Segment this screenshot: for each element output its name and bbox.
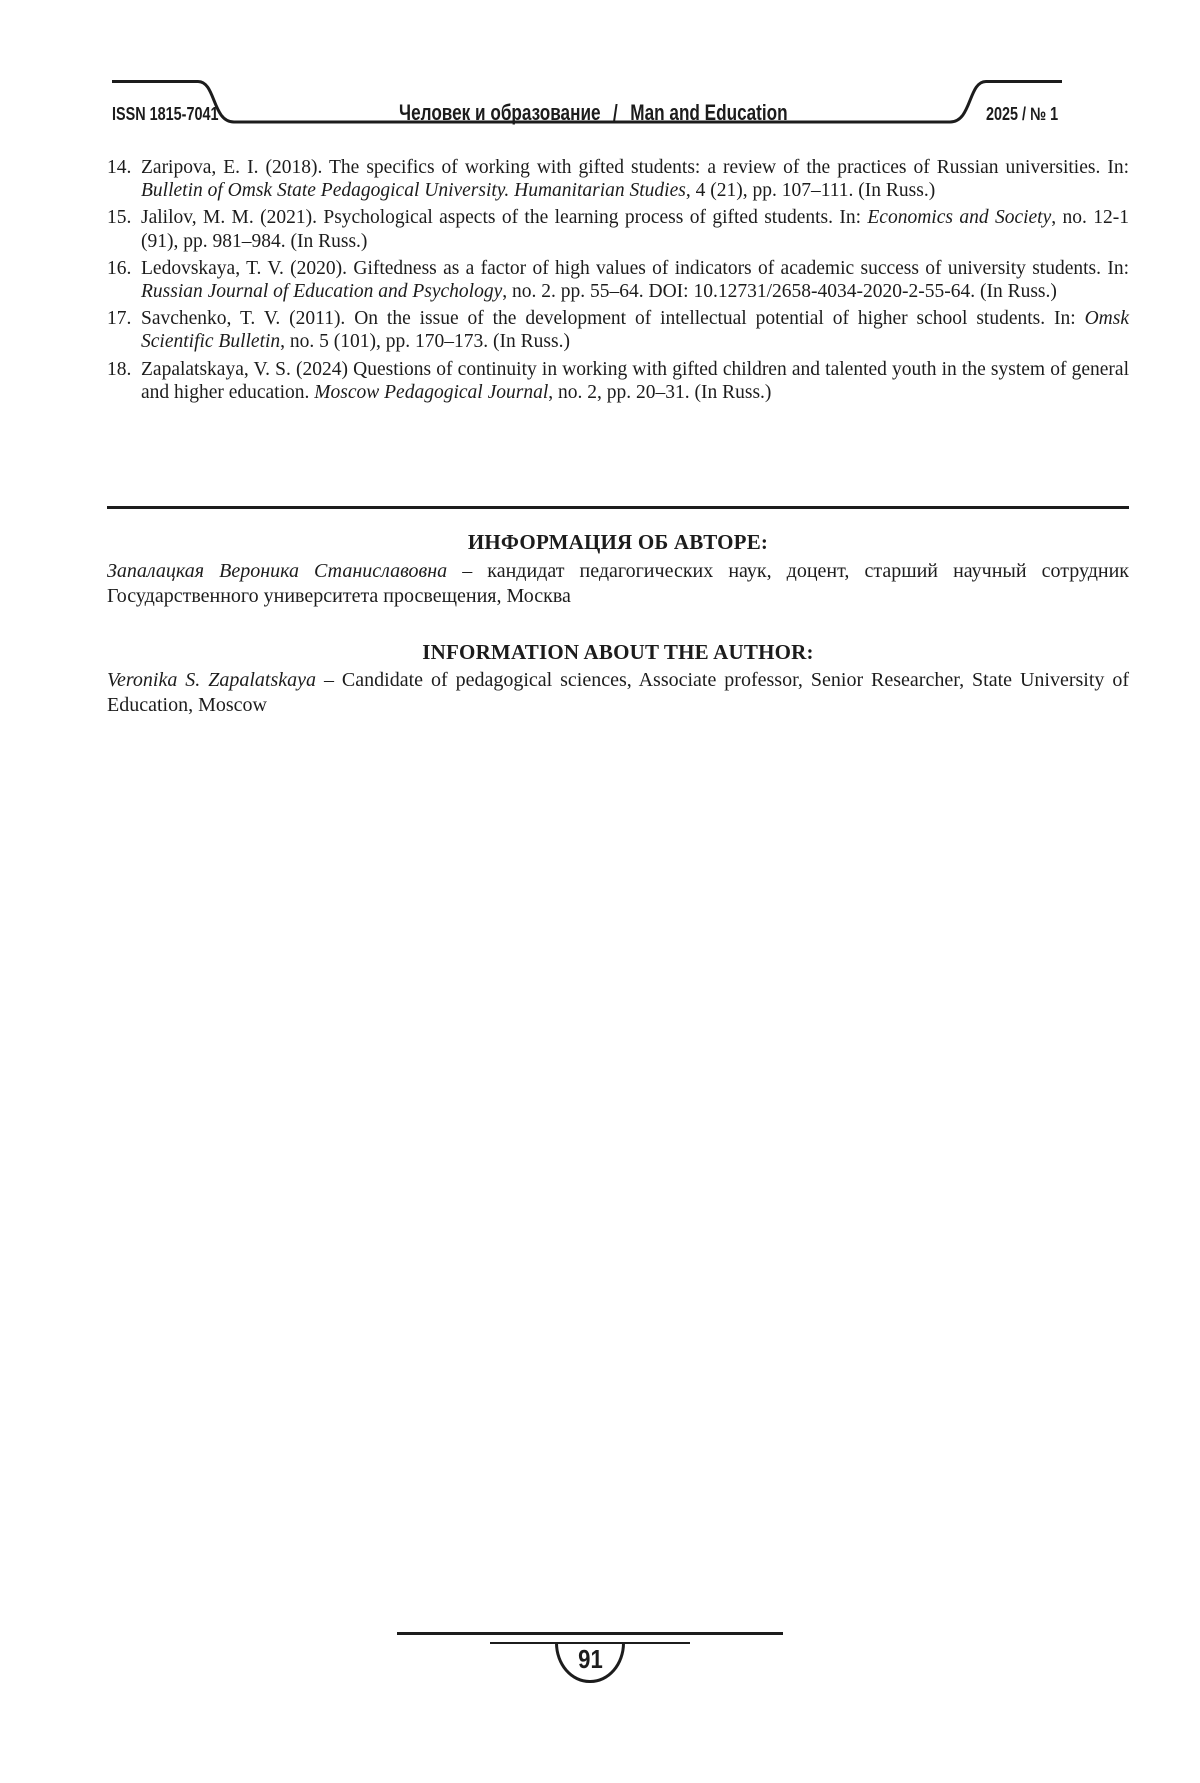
reference-text: Jalilov, M. M. (2021). Psychological aspects of the learning process of gifted students. In: Economics and Society, no. 12-1 (91), pp. 981–984. (In Russ.) [141,207,1129,252]
issue-label [968,104,1058,125]
journal-title [112,100,1062,126]
section-separator [107,506,1129,509]
reference-item [107,257,1129,303]
reference-number: 14. [107,157,132,178]
journal-title-en: Man and Education [630,100,788,125]
references-list [107,156,1129,408]
reference-item [107,358,1129,404]
reference-item [107,156,1129,202]
reference-item [107,307,1129,353]
issue-text: 2025 / № 1 [985,104,1058,124]
page-number: 91 [577,1644,603,1674]
reference-text: Ledovskaya, T. V. (2020). Giftedness as a factor of high values of indicators of academic success of university students. In: Russian Journal of Education and Psychology, no. 2. pp. 55–64. DOI: 10.12731/2658-4034-2020-2-55-64. (In Russ.) [141,257,1129,303]
issn-text: ISSN 1815-7041 [112,104,219,124]
journal-title-ru: Человек и образование [398,100,601,125]
reference-number: 15. [107,207,132,229]
reference-item [107,206,1129,252]
reference-number: 16. [107,257,132,279]
author-info-ru-text: Запалацкая Вероника Станиславовна – кандидат педагогических наук, доцент, старший научный сотрудник Государственного университета просвещения, Москва [107,560,1129,607]
journal-title-separator: / [612,100,618,125]
reference-text: Savchenko, T. V. (2011). On the issue of the development of intellectual potential of higher school students. In: Omsk Scientific Bulletin, no. 5 (101), pp. 170–173. (In Russ.) [141,308,1129,353]
author-info-ru-heading: ИНФОРМАЦИЯ ОБ АВТОРЕ: [467,530,769,554]
reference-text: Zapalatskaya, V. S. (2024) Questions of continuity in working with gifted children and talented youth in the system of general and higher education. Moscow Pedagogical Journal, no. 2, pp. 20–31. (In Russ.) [141,358,1129,403]
page-footer [397,1632,783,1692]
journal-header [112,78,1062,128]
footer-rule-primary [397,1632,783,1635]
reference-text: Zaripova, E. I. (2018). The specifics of working with gifted students: a review of the practices of Russian universities. In: Bulletin of Omsk State Pedagogical University. Humanitarian Studies, 4 (21), pp. 107–111. (In Russ.) [141,157,1129,202]
author-info-en-text: Veronika S. Zapalatskaya – Candidate of pedagogical sciences, Associate professor, Senior Researcher, State University of Education, Moscow [107,669,1129,716]
reference-number: 18. [107,358,132,380]
reference-number: 17. [107,308,132,330]
page-number-badge [555,1643,625,1683]
author-info-en-heading: INFORMATION ABOUT THE AUTHOR: [422,640,814,664]
